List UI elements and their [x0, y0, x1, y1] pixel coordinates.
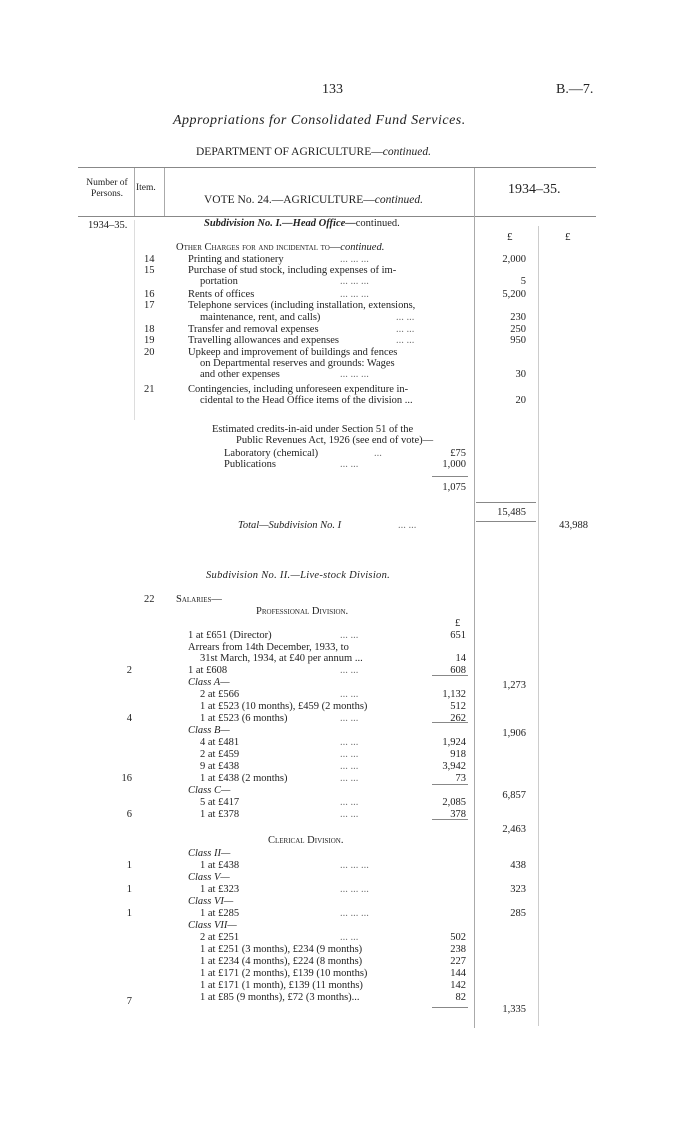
- vote-heading: [204, 194, 423, 206]
- class-heading: Class V—: [188, 872, 230, 883]
- charge-description: Telephone services (including installation, extensions,: [188, 300, 416, 311]
- salary-line: 31st March, 1934, at £40 per annum ...: [200, 653, 363, 664]
- subdivision-one-title: Subdivision No. I.—Head Office—: [204, 218, 356, 229]
- subdivision-one-subtotal: 15,485: [497, 507, 526, 518]
- credits-laboratory-label: Laboratory (chemical): [224, 448, 319, 459]
- leader-dots: ... ... ...: [340, 289, 369, 300]
- table-head-rule: [78, 216, 596, 217]
- other-charges-heading: [176, 242, 384, 253]
- salary-line: 1 at £608: [188, 665, 228, 676]
- charge-description: Contingencies, including unforeseen expenditure in-: [188, 384, 409, 395]
- leader-dots: ... ... ...: [340, 860, 369, 871]
- salary-line: Arrears from 14th December, 1933, to: [188, 642, 349, 653]
- currency-mark-subtotal: £: [507, 231, 513, 243]
- salary-line: 1 at £285: [200, 908, 240, 919]
- salary-line: 1 at £171 (2 months), £139 (10 months): [200, 968, 368, 979]
- salary-amount: 73: [455, 773, 466, 784]
- persons-count: 2: [126, 665, 132, 676]
- professional-division-heading: Professional Division.: [256, 606, 349, 617]
- charge-amount: 250: [510, 324, 526, 335]
- charge-amount: 5: [520, 276, 526, 287]
- salary-line: 1 at £438: [200, 860, 240, 871]
- persons-count: 7: [126, 996, 132, 1007]
- salary-line: 1 at £323: [200, 884, 240, 895]
- leader-dots: ... ...: [340, 749, 359, 760]
- leader-dots: ... ...: [396, 335, 415, 346]
- leader-dots: ... ... ...: [340, 369, 369, 380]
- credits-publications-label: Publications: [224, 459, 276, 470]
- charge-description: Transfer and removal expenses: [188, 324, 319, 335]
- persons-count: 16: [121, 773, 132, 784]
- charge-description: Rents of offices: [188, 289, 255, 300]
- other-charges-continued: continued.: [340, 242, 385, 253]
- leader-dots: ... ...: [340, 809, 359, 820]
- charge-description: Printing and stationery: [188, 254, 284, 265]
- charge-description: Purchase of stud stock, including expenses of im-: [188, 265, 397, 276]
- class-total: 1,906: [502, 728, 526, 739]
- item-number: 19: [144, 335, 155, 346]
- persons-count: 1: [126, 884, 132, 895]
- credits-laboratory-dots: ...: [374, 448, 382, 459]
- report-reference: B.—7.: [556, 82, 594, 97]
- subdivision-two-heading: Subdivision No. II.—Live-stock Division.: [206, 570, 391, 581]
- col-divider-item: [164, 168, 165, 216]
- department-heading: [196, 146, 431, 158]
- salary-amount: 227: [450, 956, 466, 967]
- charge-amount: 20: [515, 395, 526, 406]
- class-total: 323: [510, 884, 526, 895]
- salary-amount: 238: [450, 944, 466, 955]
- leader-dots: ... ...: [340, 761, 359, 772]
- amount-rule: [432, 784, 468, 785]
- leader-dots: ... ... ...: [340, 908, 369, 919]
- col-head-persons: Number of Persons.: [86, 178, 128, 199]
- subdivision-two-item: 22: [144, 594, 155, 605]
- subdivision-one-grand-total: 43,988: [559, 520, 588, 531]
- subdivision-two-currency: £: [455, 618, 461, 629]
- year-column-head: 1934–35.: [508, 182, 561, 197]
- salary-amount: 502: [450, 932, 466, 943]
- class-heading: Class C—: [188, 785, 231, 796]
- credits-publications-dots: ... ...: [340, 459, 359, 470]
- salary-amount: 3,942: [442, 761, 466, 772]
- salary-line: 1 at £378: [200, 809, 240, 820]
- leader-dots: ... ...: [340, 713, 359, 724]
- col-head-item: Item.: [136, 183, 156, 193]
- charge-description: cidental to the Head Office items of the division ...: [200, 395, 413, 406]
- col-divider-persons: [134, 168, 135, 216]
- leader-dots: ... ... ...: [340, 884, 369, 895]
- leader-dots: ... ...: [396, 324, 415, 335]
- class-total: 6,857: [502, 790, 526, 801]
- salary-line: 1 at £234 (4 months), £224 (8 months): [200, 956, 363, 967]
- salary-line: 1 at £523 (10 months), £459 (2 months): [200, 701, 368, 712]
- leader-dots: ... ... ...: [340, 276, 369, 287]
- charge-description: Travelling allowances and expenses: [188, 335, 339, 346]
- credits-publications-amount: 1,000: [442, 459, 466, 470]
- salary-line: 1 at £251 (3 months), £234 (9 months): [200, 944, 363, 955]
- leader-dots: ... ...: [340, 797, 359, 808]
- salary-line: 2 at £251: [200, 932, 240, 943]
- leader-dots: ... ...: [340, 665, 359, 676]
- salary-amount: 262: [450, 713, 466, 724]
- leader-dots: ... ...: [340, 689, 359, 700]
- salary-amount: 142: [450, 980, 466, 991]
- salary-amount: 14: [455, 653, 466, 664]
- amount-rule: [432, 1007, 468, 1008]
- other-charges-title: Other Charges for and incidental to—: [176, 242, 341, 253]
- salary-amount: 918: [450, 749, 466, 760]
- department-name: DEPARTMENT OF AGRICULTURE—: [196, 146, 383, 158]
- class-heading: Class A—: [188, 677, 230, 688]
- persons-year: 1934–35.: [88, 220, 128, 231]
- subtotal-rule-top: [476, 502, 536, 503]
- salary-amount: 651: [450, 630, 466, 641]
- credits-laboratory-amount: £75: [450, 448, 466, 459]
- charge-amount: 5,200: [502, 289, 526, 300]
- item-number: 14: [144, 254, 155, 265]
- vote-title: VOTE No. 24.—AGRICULTURE—: [204, 194, 375, 206]
- class-total: 1,335: [502, 1004, 526, 1015]
- salaries-heading: Salaries—: [176, 594, 222, 605]
- department-continued: continued.: [382, 146, 431, 158]
- table-top-rule: [78, 167, 596, 168]
- subdivision-one-heading: [204, 218, 400, 229]
- persons-count: 4: [126, 713, 132, 724]
- class-heading: Class B—: [188, 725, 230, 736]
- item-number: 15: [144, 265, 155, 276]
- class-total: 2,463: [502, 824, 526, 835]
- page-title: Appropriations for Consolidated Fund Services.: [173, 113, 466, 128]
- subtotal-rule-bottom: [476, 521, 536, 522]
- leader-dots: ... ...: [396, 312, 415, 323]
- class-total: 438: [510, 860, 526, 871]
- salary-line: 1 at £438 (2 months): [200, 773, 288, 784]
- item-number: 17: [144, 300, 155, 311]
- charge-description: on Departmental reserves and grounds: Wages: [200, 358, 395, 369]
- charge-description: Upkeep and improvement of buildings and fences: [188, 347, 398, 358]
- salary-line: 4 at £481: [200, 737, 240, 748]
- leader-dots: ... ...: [340, 737, 359, 748]
- salary-line: 2 at £459: [200, 749, 240, 760]
- charge-description: portation: [200, 276, 238, 287]
- credits-total: 1,075: [442, 482, 466, 493]
- class-heading: Class VI—: [188, 896, 234, 907]
- salary-line: 5 at £417: [200, 797, 240, 808]
- credits-line-2: Public Revenues Act, 1926 (see end of vote)—: [236, 435, 434, 446]
- col-divider-persons-body: [134, 220, 135, 420]
- class-heading: Class II—: [188, 848, 231, 859]
- page-number: 133: [322, 82, 343, 97]
- salary-line: 2 at £566: [200, 689, 240, 700]
- charge-amount: 230: [510, 312, 526, 323]
- charge-amount: 2,000: [502, 254, 526, 265]
- col-divider-amount: [474, 168, 475, 1028]
- salary-amount: 144: [450, 968, 466, 979]
- col-divider-subtotal: [538, 226, 539, 1026]
- currency-mark-total: £: [565, 231, 571, 243]
- leader-dots: ... ...: [340, 630, 359, 641]
- class-total: 285: [510, 908, 526, 919]
- leader-dots: ... ... ...: [340, 254, 369, 265]
- salary-line: 1 at £523 (6 months): [200, 713, 288, 724]
- salary-amount: 82: [455, 992, 466, 1003]
- salary-line: 1 at £651 (Director): [188, 630, 272, 641]
- subdivision-one-total-dots: ... ...: [398, 520, 417, 531]
- item-number: 18: [144, 324, 155, 335]
- salary-amount: 512: [450, 701, 466, 712]
- leader-dots: ... ...: [340, 773, 359, 784]
- salary-line: 1 at £171 (1 month), £139 (11 months): [200, 980, 363, 991]
- item-number: 21: [144, 384, 155, 395]
- salary-amount: 608: [450, 665, 466, 676]
- salary-amount: 1,132: [442, 689, 466, 700]
- persons-count: 1: [126, 860, 132, 871]
- credits-total-rule: [432, 476, 468, 477]
- vote-continued: continued.: [374, 194, 424, 206]
- salary-line: 9 at £438: [200, 761, 240, 772]
- salary-amount: 2,085: [442, 797, 466, 808]
- credits-line-1: Estimated credits-in-aid under Section 51 of the: [212, 424, 414, 435]
- persons-count: 6: [126, 809, 132, 820]
- class-total: 1,273: [502, 680, 526, 691]
- charge-amount: 950: [510, 335, 526, 346]
- persons-count: 1: [126, 908, 132, 919]
- clerical-division-heading: Clerical Division.: [268, 835, 344, 846]
- leader-dots: ... ...: [340, 932, 359, 943]
- charge-description: and other expenses: [200, 369, 280, 380]
- subdivision-one-continued: continued.: [355, 218, 400, 229]
- subdivision-one-total-label: Total—Subdivision No. I: [238, 520, 342, 531]
- charge-description: maintenance, rent, and calls): [200, 312, 321, 323]
- item-number: 20: [144, 347, 155, 358]
- salary-amount: 378: [450, 809, 466, 820]
- item-number: 16: [144, 289, 155, 300]
- charge-amount: 30: [515, 369, 526, 380]
- salary-line: 1 at £85 (9 months), £72 (3 months)...: [200, 992, 360, 1003]
- class-heading: Class VII—: [188, 920, 237, 931]
- salary-amount: 1,924: [442, 737, 466, 748]
